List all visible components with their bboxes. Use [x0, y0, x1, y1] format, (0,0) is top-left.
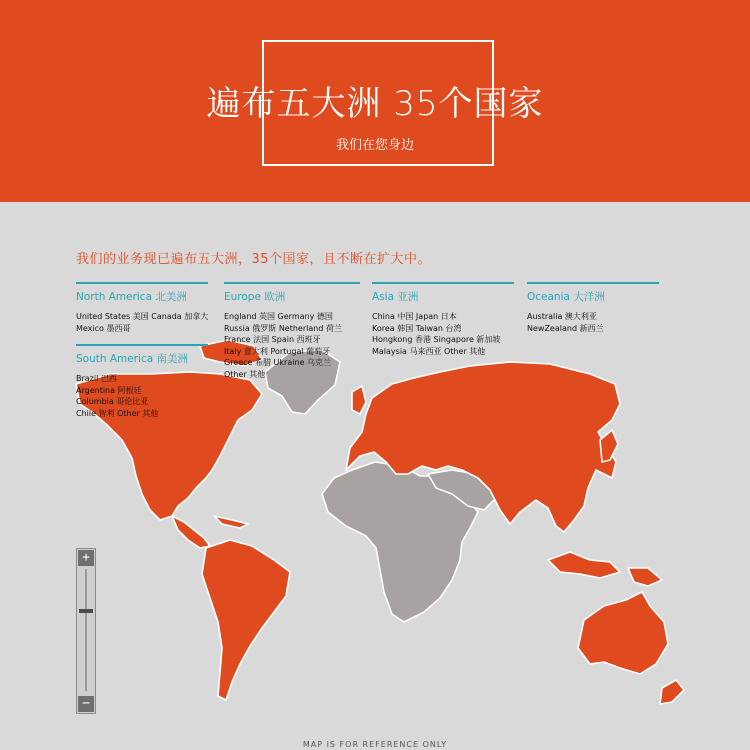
- country-line: NewZealand 新西兰: [527, 323, 604, 333]
- country-line: Greece 希腊 Ukraine 乌克兰: [224, 358, 331, 367]
- region-north-america: [76, 282, 208, 334]
- japan-region[interactable]: [600, 430, 618, 462]
- central-america-region[interactable]: [172, 516, 210, 548]
- country-list: [527, 311, 659, 334]
- south-america-region[interactable]: [202, 540, 290, 700]
- indonesia-region[interactable]: [548, 552, 620, 578]
- country-list: [76, 311, 208, 334]
- new-guinea-region[interactable]: [628, 568, 662, 586]
- australia-region[interactable]: [578, 592, 668, 674]
- region-europe: [224, 282, 360, 380]
- region-rule: [372, 282, 514, 284]
- country-line: Italy 意大利 Portugal 葡萄牙: [224, 346, 331, 356]
- region-south-america: [76, 344, 208, 419]
- country-line: Brazil 巴西: [76, 374, 117, 383]
- country-line: Australia 澳大利亚: [527, 312, 597, 321]
- country-line: Malaysia 马来西亚 Other 其他: [372, 346, 486, 356]
- country-line: Argentina 阿根廷: [76, 385, 142, 395]
- zoom-out-button[interactable]: −: [78, 696, 94, 712]
- country-list: [372, 311, 514, 357]
- region-rule: [527, 282, 659, 284]
- region-oceania: [527, 282, 659, 334]
- country-line: China 中国 Japan 日本: [372, 312, 457, 321]
- country-list: [224, 311, 360, 380]
- zoom-track[interactable]: [85, 569, 87, 691]
- country-line: England 英国 Germany 德国: [224, 312, 333, 321]
- country-line: Other 其他: [224, 369, 266, 379]
- page-title: 遍布五大洲 35个国家: [206, 84, 544, 124]
- map-footnote: MAP IS FOR REFERENCE ONLY: [302, 740, 448, 749]
- page-subtitle: 我们在您身边: [335, 138, 414, 153]
- country-line: Mexico 墨西哥: [76, 323, 131, 333]
- country-line: Columbia 哥伦比亚: [76, 397, 149, 406]
- country-line: Korea 韩国 Taiwan 台湾: [372, 323, 462, 333]
- region-heading: Europe 欧洲: [224, 291, 286, 303]
- country-line: Russia 俄罗斯 Netherland 荷兰: [224, 323, 342, 333]
- country-line: France 法国 Spain 西班牙: [224, 335, 321, 344]
- new-zealand-region[interactable]: [660, 680, 684, 704]
- zoom-slider-handle[interactable]: [79, 609, 93, 613]
- region-rule: [224, 282, 360, 284]
- country-line: Hongkong 香港 Singapore 新加坡: [372, 335, 501, 344]
- country-line: Chile 智利 Other 其他: [76, 408, 159, 418]
- country-list: [76, 373, 208, 419]
- intro-text: 我们的业务现已遍布五大洲，35个国家，且不断在扩大中。: [76, 252, 432, 267]
- region-rule: [76, 282, 208, 284]
- uk-region[interactable]: [352, 386, 366, 414]
- country-line: United States 美国 Canada 加拿大: [76, 312, 209, 321]
- region-heading: South America 南美洲: [76, 353, 189, 365]
- zoom-in-button[interactable]: +: [78, 550, 94, 566]
- region-heading: Oceania 大洋洲: [527, 291, 605, 303]
- caribbean-region[interactable]: [214, 516, 248, 528]
- region-rule: [76, 344, 208, 346]
- region-heading: North America 北美洲: [76, 291, 187, 303]
- region-asia: [372, 282, 514, 357]
- zoom-control[interactable]: [76, 548, 96, 714]
- region-heading: Asia 亚洲: [372, 291, 419, 303]
